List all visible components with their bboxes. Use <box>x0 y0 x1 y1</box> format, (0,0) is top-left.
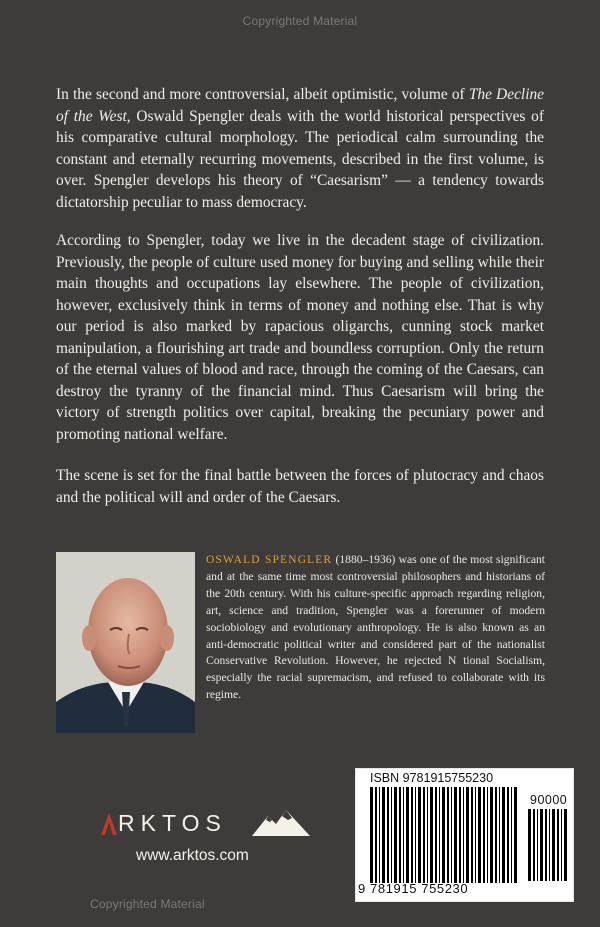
barcode-bar <box>564 809 567 881</box>
author-portrait <box>56 552 195 733</box>
blurb-paragraph-1 <box>56 84 544 213</box>
barcode-bar <box>463 787 464 883</box>
barcode-bar <box>387 787 389 883</box>
barcode-box <box>355 768 574 902</box>
barcode-bar <box>459 787 461 883</box>
barcode-bar <box>478 787 481 883</box>
blurb-p1-before: In the second and more controversial, albeit optimistic, volume of <box>56 86 469 103</box>
barcode-bar <box>418 787 421 883</box>
blurb-paragraph-2: According to Spengler, today we live in the decadent stage of civilization. Previously, the people of culture used money for buying and selling while their main thoughts and occupations lay elsewhere. The people of civilization, however, exclusively think in terms of money and nothing else. That is why our period is also marked by rapacious oligarchs, cunning stock market manipulation, a flourishing art trade and boundless corruption. Only the return of the eternal values of blood and race, through the coming of the Caesars, can destroy the tyranny of the financial mind. Thus Caesarism will bring the victory of strength politics over capital, breaking the pecuniary power and promoting national welfare. <box>56 232 544 443</box>
barcode-bar <box>483 787 485 883</box>
barcode-bar <box>382 787 385 883</box>
isbn-label: ISBN 9781915755230 <box>370 771 494 785</box>
mountain-icon <box>252 808 310 838</box>
barcode-bar <box>557 809 559 881</box>
barcode-bar <box>533 809 535 881</box>
barcode-bar <box>427 787 428 883</box>
author-bio <box>206 552 545 704</box>
barcode-bar <box>394 787 397 883</box>
barcode-bar <box>466 787 469 883</box>
book-title: The Decline of the West <box>56 86 545 125</box>
barcode-bars <box>370 787 520 883</box>
barcode-bar <box>495 787 497 883</box>
barcode-bar <box>490 787 493 883</box>
publisher-logo-text <box>100 810 227 837</box>
watermark-bottom: Copyrighted Material <box>90 897 205 911</box>
barcode-bar <box>435 787 437 883</box>
barcode-bar <box>415 787 416 883</box>
blurb-p1-after: , Oswald Spengler deals with the world historical perspectives of his comparative cultural morphology. The periodical calm surrounding the constant and eternally recurring movements, described in the first volume, is over. Spengler develops his theory of “Caesarism” — a tendency towards dictatorship peculiar to mass democracy. <box>56 107 544 211</box>
barcode-bar <box>430 787 433 883</box>
barcode-bar <box>411 787 413 883</box>
price-code: 90000 <box>530 793 568 807</box>
barcode-bar <box>471 787 473 883</box>
barcode-bar <box>475 787 476 883</box>
barcode-bar <box>499 787 500 883</box>
barcode-bar <box>487 787 488 883</box>
barcode-digits: 9 781915 755230 <box>358 881 469 896</box>
author-bio-text: (1880–1936) was one of the most significant and at the same time most controversial philosophers and historians of the 20th century. With his culture-specific approach regarding religion, art, science and tradition, Spengler was a forerunner of modern sociobiology and evolutionary anthropology. He is also known as an anti-democratic political writer and considered part of the nationalist Conservative Revolution. However, he rejected N tional Socialism, especially the racial supremacism, and refused to collaborate with its regime. <box>206 553 546 702</box>
barcode-bar <box>528 809 531 881</box>
barcode-bar <box>423 787 425 883</box>
watermark-top: Copyrighted Material <box>242 14 358 28</box>
publisher-url[interactable]: www.arktos.com <box>136 847 249 864</box>
publisher-logo <box>100 808 310 878</box>
barcode-bar <box>391 787 392 883</box>
barcode-bar <box>537 809 538 881</box>
barcode-bar <box>514 787 517 883</box>
barcode-bar <box>442 787 445 883</box>
barcode-bar <box>379 787 380 883</box>
barcode-bar <box>406 787 409 883</box>
logo-a-glyph <box>100 813 118 835</box>
logo-rest: RKTOS <box>118 810 227 836</box>
barcode-bar <box>507 787 509 883</box>
barcode-bar <box>447 787 449 883</box>
author-name: OSWALD SPENGLER <box>206 554 333 566</box>
barcode-bar <box>552 809 555 881</box>
barcode-bar <box>540 809 543 881</box>
barcode-bar <box>370 787 373 883</box>
barcode-bar <box>545 809 547 881</box>
barcode-bar <box>511 787 512 883</box>
barcode-bar <box>403 787 404 883</box>
barcode-bar <box>439 787 440 883</box>
blurb-paragraph-3: The scene is set for the final battle between the forces of plutocracy and chaos and the political will and order of the Caesars. <box>56 467 544 506</box>
addon-barcode-bars <box>528 809 568 881</box>
barcode-bar <box>502 787 505 883</box>
barcode-bar <box>549 809 550 881</box>
barcode-bar <box>454 787 457 883</box>
barcode-bar <box>451 787 452 883</box>
barcode-bar <box>561 809 562 881</box>
barcode-bar <box>375 787 377 883</box>
barcode-bar <box>399 787 401 883</box>
